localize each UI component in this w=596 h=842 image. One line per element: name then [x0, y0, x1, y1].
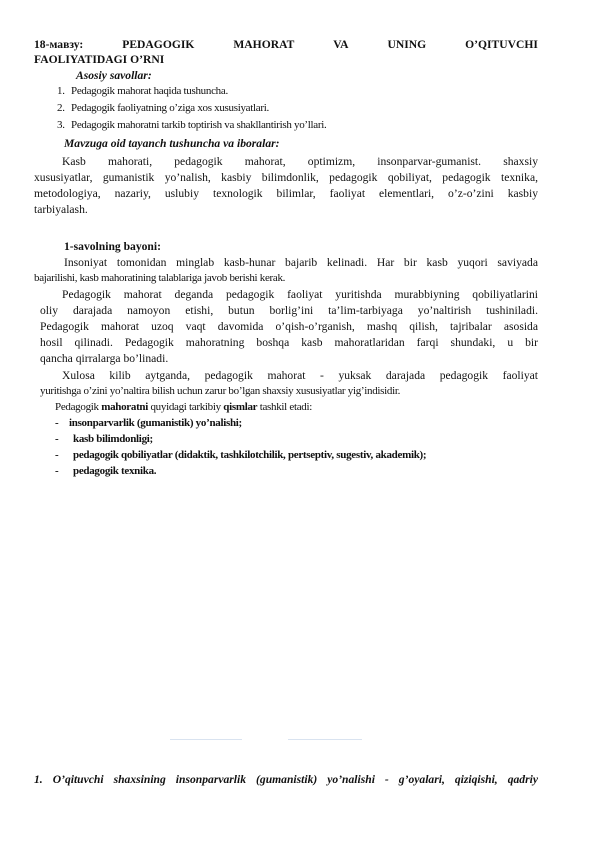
title-word: PEDAGOGIK [122, 38, 195, 51]
paragraph-line: Pedagogik mahorat uzoq vaqt davomida o’qish-o’rganish, mashq qilish, tajribalar asosida [40, 320, 538, 333]
keywords-line: Kasb mahorati, pedagogik mahorat, optimizm, insonparvar-gumanist. shaxsiy [62, 155, 538, 168]
paragraph-line: Xulosa kilib aytganda, pedagogik mahorat - yuksak darajada pedagogik faoliyat [62, 369, 538, 382]
keywords-line: metodologiya, nazariy, uslubiy texnologik bilimlar, faoliyat elementlari, o’z-o’zini kasbiy [34, 187, 538, 200]
topic-title-line2: FAOLIYATIDAGI O’RNI [34, 53, 165, 66]
component-item: - kasb bilimdonligi; [55, 433, 153, 445]
faint-divider [170, 739, 242, 740]
title-word: MAHORAT [233, 38, 295, 51]
title-word: UNING [387, 38, 427, 51]
component-item: - pedagogik texnika. [55, 465, 157, 477]
section-heading: 1-savolning bayoni: [64, 240, 161, 253]
paragraph-line: qancha qirralarga bo’linadi. [40, 352, 169, 365]
question-item: 3. Pedagogik mahoratni tarkib toptirish va shakllantirish yo’llari. [57, 119, 327, 131]
title-word: O’QITUVCHI [465, 38, 538, 51]
faint-divider [288, 739, 362, 740]
paragraph-line: hosil qilinadi. Pedagogik mahoratning boshqa kasb mahoratlaridan farqi shundaki, u bir [40, 336, 538, 349]
title-word: VA [333, 38, 349, 51]
topic-number: 18-мавзу: [34, 38, 84, 51]
component-item: - pedagogik qobiliyatlar (didaktik, tashkilotchilik, pertseptiv, sugestiv, akademik); [55, 449, 427, 461]
paragraph-line: Pedagogik mahorat deganda pedagogik faoliyat yuritishda murabbiyning qobiliyatlarini [62, 288, 538, 301]
question-item: 2. Pedagogik faoliyatning o’ziga xos xususiyatlari. [57, 102, 269, 114]
footer-text-line: 1. O’qituvchi shaxsining insonparvarlik (gumanistik) yo’nalishi - g’oyalari, qiziqishi, qadriy [34, 773, 538, 786]
keywords-heading: Mavzuga oid tayanch tushuncha va iboralar: [64, 137, 280, 150]
paragraph-line: Insoniyat tomonidan minglab kasb-hunar bajarib kelinadi. Har bir kasb yuqori saviyada [64, 256, 538, 269]
components-intro: Pedagogik mahoratni quyidagi tarkibiy qismlar tashkil etadi: [55, 401, 313, 413]
question-item: 1. Pedagogik mahorat haqida tushuncha. [57, 85, 228, 97]
questions-heading: Asosiy savollar: [76, 69, 152, 82]
topic-title-line1 [34, 37, 538, 52]
paragraph-line: bajarilishi, kasb mahoratining talablariga javob berishi kerak. [34, 272, 286, 284]
keywords-line: tarbiyalash. [34, 203, 88, 216]
keywords-line: xususiyatlar, gumanistik yo’nalish, kasbiy bilimdonlik, pedagogik qobiliyat, pedagogik texnika, [34, 171, 538, 184]
paragraph-line: yuritishga o’zini yo’naltira bilish uchun zarur bo’lgan shaxsiy xususiyatlar yig’indisidir. [40, 385, 401, 397]
paragraph-line: oliy darajada namoyon etishi, butun borlig’ini ta’lim-tarbiyaga yo’naltirish tushiniladi. [40, 304, 538, 317]
component-item: - insonparvarlik (gumanistik) yo’nalishi; [55, 417, 242, 429]
